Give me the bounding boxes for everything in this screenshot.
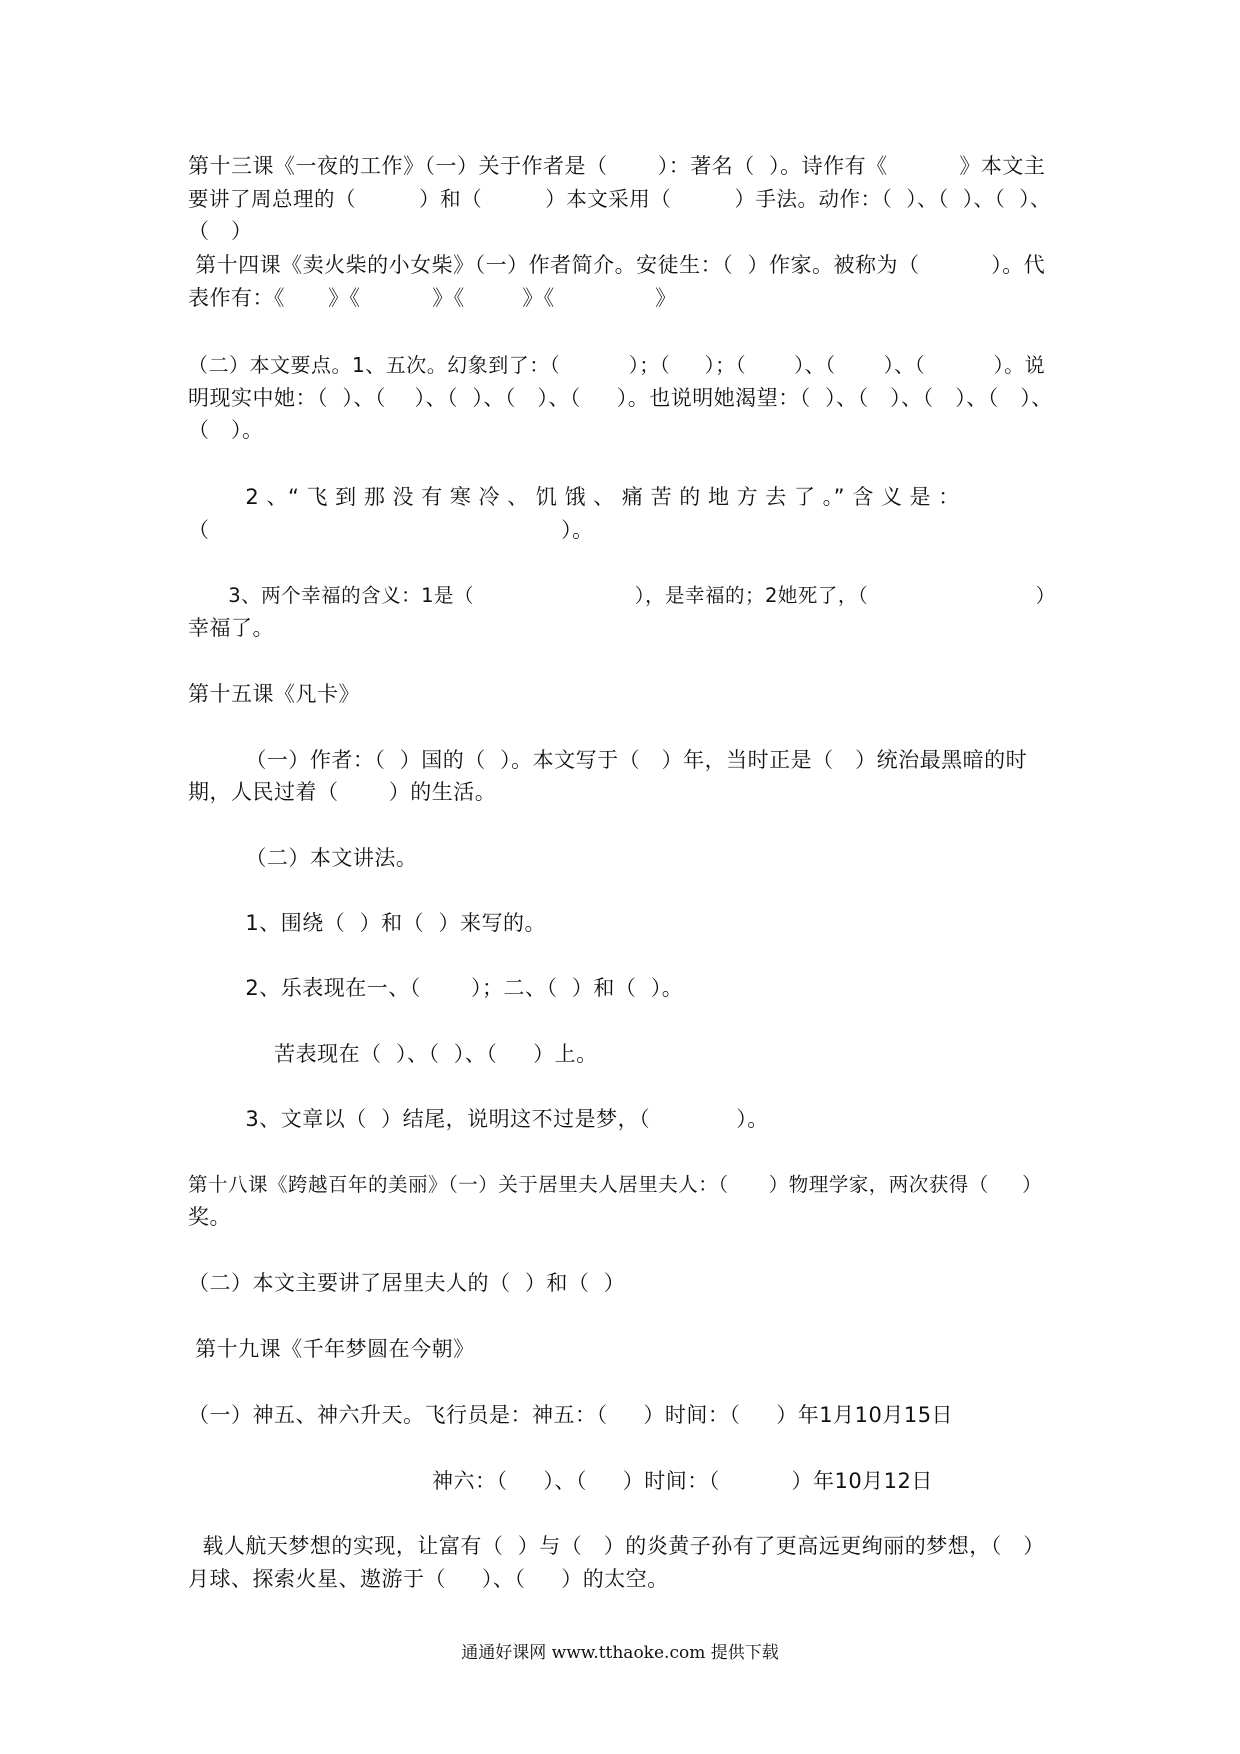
text-line: （一）作者：（ ）国的（ ）。本文写于（ ）年，当时正是（ ）统治最黑暗的时 [188, 748, 1028, 772]
text-line: 第十八课《跨越百年的美丽》（一）关于居里夫人居里夫人：（ ）物理学家，两次获得（ ） [188, 1173, 1043, 1196]
text-line: 3、文章以（ ）结尾，说明这不过是梦，（ ）。 [188, 1107, 769, 1131]
text-line: 载人航天梦想的实现，让富有（ ）与（ ）的炎黄子孙有了更高远更绚丽的梦想，（ ） [188, 1534, 1045, 1558]
lesson-heading: 第十五课《凡卡》 [188, 682, 360, 706]
text-line: （ ） [188, 219, 253, 243]
text-line: （ ）。 [188, 518, 594, 542]
text-line: （二）本文讲法。 [188, 846, 418, 870]
text-line: 明现实中她：（ ）、（ ）、（ ）、（ ）、（ ）。也说明她渴望：（ ）、（ ）、（ ）、（ ）、 [188, 386, 1053, 410]
text-line: 第十四课《卖火柴的小女柴》（一）作者简介。安徒生：（ ）作家。被称为（ ）。代 [188, 253, 1046, 277]
text-line: 要讲了周总理的（ ）和（ ）本文采用（ ）手法。动作：（ ）、（ ）、（ ）、 [188, 187, 1052, 211]
text-line: 幸福了。 [188, 616, 274, 640]
text-line: 奖。 [188, 1205, 231, 1229]
text-line: （一）神五、神六升天。飞行员是：神五：（ ）时间：（ ）年1月10月15日 [188, 1403, 954, 1427]
text-line: 2 、“ 飞 到 那 没 有 寒 冷 、 饥 饿 、 痛 苦 的 地 方 去 了 。” 含 义 是 ： [188, 485, 960, 509]
text-line: （二）本文主要讲了居里夫人的（ ）和（ ） [188, 1271, 626, 1295]
text-line: 1、围绕（ ）和（ ）来写的。 [188, 911, 546, 935]
text-line: 第十三课《一夜的工作》（一）关于作者是（ ）：著名（ ）。诗作有《 》本文主 [188, 154, 1046, 178]
text-line: 2、乐表现在一、（ ）；二、（ ）和（ ）。 [188, 976, 684, 1000]
text-line: 3、两个幸福的含义：1是（ ），是幸福的；2她死了，（ ） [188, 584, 1056, 607]
text-line: （二）本文要点。1、五次。幻象到了：（ ）；（ ）；（ ）、（ ）、（ ）。说 [188, 353, 1046, 377]
lesson-heading: 第十九课《千年梦圆在今朝》 [188, 1337, 475, 1361]
text-line: （ ）。 [188, 418, 264, 442]
text-line: 月球、探索火星、遨游于（ ）、（ ）的太空。 [188, 1567, 669, 1591]
text-line: 神六：（ ）、（ ）时间：（ ）年10月12日 [188, 1469, 933, 1493]
text-line: 表作有：《 》《 》《 》《 》 [188, 286, 677, 310]
page-footer: 通通好课网 www.tthaoke.com 提供下载 [461, 1643, 779, 1663]
text-line: 期，人民过着（ ）的生活。 [188, 780, 497, 804]
text-line: 苦表现在（ ）、（ ）、（ ）上。 [188, 1042, 598, 1066]
